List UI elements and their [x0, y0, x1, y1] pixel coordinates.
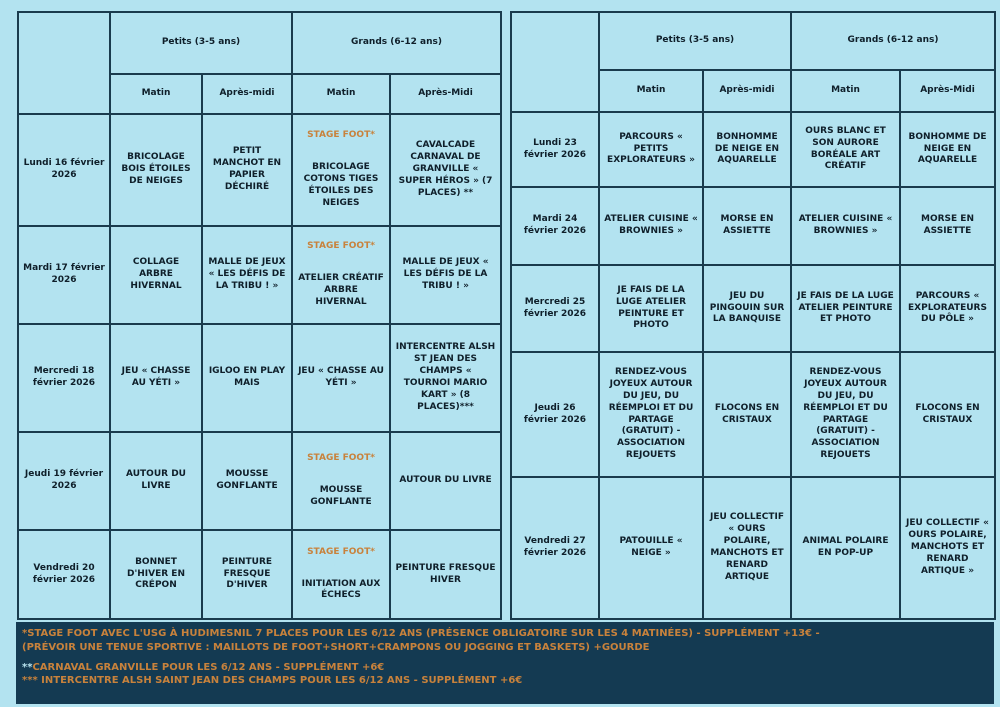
- activity-cell: JEU COLLECTIF « OURS POLAIRE, MANCHOTS ET RENARD ARTIQUE: [703, 477, 791, 619]
- activity-cell: MALLE DE JEUX « LES DÉFIS DE LA TRIBU ! »: [390, 226, 501, 324]
- activity-cell: BONNET D'HIVER EN CRÉPON: [110, 530, 202, 619]
- activity-cell: AUTOUR DU LIVRE: [390, 432, 501, 530]
- sub-apres-midi-grands: Après-Midi: [390, 74, 501, 114]
- day-row: [511, 265, 995, 352]
- activity-cell: AUTOUR DU LIVRE: [110, 432, 202, 530]
- note-carnaval-text: CARNAVAL GRANVILLE POUR LES 6/12 ANS - SUPPLÉMENT +6€: [32, 661, 385, 673]
- activity-cell: JE FAIS DE LA LUGE ATELIER PEINTURE ET PHOTO: [599, 265, 703, 352]
- day-label: Mardi 24 février 2026: [511, 187, 599, 265]
- note-stars: **: [22, 661, 33, 673]
- note-tenue: (PRÉVOIR UNE TENUE SPORTIVE : MAILLOTS DE FOOT+SHORT+CRAMPONS OU JOGGING ET BASKETS) +GOURDE: [22, 641, 650, 653]
- day-row: [511, 112, 995, 187]
- activity-cell: PARCOURS « EXPLORATEURS DU PÔLE »: [900, 265, 995, 352]
- header-petits: Petits (3-5 ans): [599, 12, 791, 70]
- day-label: Mercredi 18 février 2026: [18, 324, 110, 432]
- stage-foot-tag: STAGE FOOT*: [307, 546, 375, 557]
- schedule-week-1: [17, 11, 502, 620]
- activity-cell: MALLE DE JEUX « LES DÉFIS DE LA TRIBU ! »: [202, 226, 292, 324]
- day-label: Jeudi 26 février 2026: [511, 352, 599, 477]
- activity-cell-foot: [292, 530, 390, 619]
- day-row: [511, 477, 995, 619]
- activity-cell: BONHOMME DE NEIGE EN AQUARELLE: [703, 112, 791, 187]
- note-intercentre: [22, 674, 988, 688]
- corner-cell: [511, 12, 599, 112]
- sub-matin-petits: Matin: [110, 74, 202, 114]
- activity-cell: BRICOLAGE BOIS ÉTOILES DE NEIGES: [110, 114, 202, 226]
- activity-cell: MOUSSE GONFLANTE: [202, 432, 292, 530]
- activity-cell: IGLOO EN PLAY MAIS: [202, 324, 292, 432]
- day-label: Vendredi 20 février 2026: [18, 530, 110, 619]
- activity-cell-foot: [292, 226, 390, 324]
- header-petits: Petits (3-5 ans): [110, 12, 292, 74]
- header-grands: Grands (6-12 ans): [292, 12, 501, 74]
- day-row: [18, 432, 501, 530]
- activity-cell-foot: [292, 114, 390, 226]
- activity-text: INITIATION AUX ÉCHECS: [301, 578, 381, 601]
- activity-cell: RENDEZ-VOUS JOYEUX AUTOUR DU JEU, DU RÉEMPLOI ET DU PARTAGE (GRATUIT) - ASSOCIATION REJOUETS: [791, 352, 900, 477]
- note-carnaval: [22, 661, 988, 675]
- day-label: Lundi 16 février 2026: [18, 114, 110, 226]
- day-label: Jeudi 19 février 2026: [18, 432, 110, 530]
- activity-cell: JEU « CHASSE AU YÉTI »: [292, 324, 390, 432]
- activity-cell: PETIT MANCHOT EN PAPIER DÉCHIRÉ: [202, 114, 292, 226]
- header-grands: Grands (6-12 ans): [791, 12, 995, 70]
- day-row: [511, 352, 995, 477]
- note-stage-foot: *STAGE FOOT AVEC L'USG À HUDIMESNIL 7 PLACES POUR LES 6/12 ANS (PRÉSENCE OBLIGATOIRE SUR LES 4 MATINÉES) - SUPPLÉMENT +13€ -: [22, 628, 820, 639]
- day-row: [18, 226, 501, 324]
- activity-cell: OURS BLANC ET SON AURORE BORÉALE ART CRÉATIF: [791, 112, 900, 187]
- note-intercentre-text: INTERCENTRE ALSH SAINT JEAN DES CHAMPS POUR LES 6/12 ANS - SUPPLÉMENT +6€: [37, 675, 523, 687]
- stage-foot-tag: STAGE FOOT*: [307, 241, 375, 252]
- activity-cell: PARCOURS « PETITS EXPLORATEURS »: [599, 112, 703, 187]
- sub-matin-grands: Matin: [292, 74, 390, 114]
- activity-cell: FLOCONS EN CRISTAUX: [703, 352, 791, 477]
- notes-banner: [16, 622, 994, 704]
- sub-matin-grands: Matin: [791, 70, 900, 112]
- activity-cell: JE FAIS DE LA LUGE ATELIER PEINTURE ET PHOTO: [791, 265, 900, 352]
- activity-cell: JEU COLLECTIF « OURS POLAIRE, MANCHOTS ET RENARD ARTIQUE »: [900, 477, 995, 619]
- activity-cell: MORSE EN ASSIETTE: [900, 187, 995, 265]
- activity-cell-special: INTERCENTRE ALSH ST JEAN DES CHAMPS « TOURNOI MARIO KART » (8 PLACES)***: [390, 324, 501, 432]
- activity-cell: PEINTURE FRESQUE D'HIVER: [202, 530, 292, 619]
- activity-cell: JEU « CHASSE AU YÉTI »: [110, 324, 202, 432]
- day-label: Vendredi 27 février 2026: [511, 477, 599, 619]
- schedule-week-2: [510, 11, 996, 620]
- activity-cell: PATOUILLE « NEIGE »: [599, 477, 703, 619]
- stage-foot-tag: STAGE FOOT*: [307, 453, 375, 464]
- corner-cell: [18, 12, 110, 114]
- day-row: [18, 324, 501, 432]
- sub-apres-midi-grands: Après-Midi: [900, 70, 995, 112]
- note-stars: ***: [22, 675, 38, 687]
- activity-cell: JEU DU PINGOUIN SUR LA BANQUISE: [703, 265, 791, 352]
- day-row: [18, 530, 501, 619]
- day-label: Mardi 17 février 2026: [18, 226, 110, 324]
- activity-text: MOUSSE GONFLANTE: [310, 485, 372, 507]
- day-label: Lundi 23 février 2026: [511, 112, 599, 187]
- day-row: [511, 187, 995, 265]
- activity-cell: MORSE EN ASSIETTE: [703, 187, 791, 265]
- activity-text: ATELIER CRÉATIF ARBRE HIVERNAL: [298, 273, 384, 307]
- activity-text: BRICOLAGE COTONS TIGES ÉTOILES DES NEIGES: [303, 162, 379, 208]
- sub-apres-midi-petits: Après-midi: [202, 74, 292, 114]
- activity-cell: COLLAGE ARBRE HIVERNAL: [110, 226, 202, 324]
- day-label: Mercredi 25 février 2026: [511, 265, 599, 352]
- sub-apres-midi-petits: Après-midi: [703, 70, 791, 112]
- stage-foot-tag: STAGE FOOT*: [307, 130, 375, 141]
- activity-cell: FLOCONS EN CRISTAUX: [900, 352, 995, 477]
- activity-cell-foot: [292, 432, 390, 530]
- sub-matin-petits: Matin: [599, 70, 703, 112]
- activity-cell: RENDEZ-VOUS JOYEUX AUTOUR DU JEU, DU RÉEMPLOI ET DU PARTAGE (GRATUIT) - ASSOCIATION REJOUETS: [599, 352, 703, 477]
- activity-cell: ANIMAL POLAIRE EN POP-UP: [791, 477, 900, 619]
- activity-cell: PEINTURE FRESQUE HIVER: [390, 530, 501, 619]
- activity-cell-special: CAVALCADE CARNAVAL DE GRANVILLE « SUPER HÉROS » (7 PLACES) **: [390, 114, 501, 226]
- activity-cell: ATELIER CUISINE « BROWNIES »: [791, 187, 900, 265]
- activity-cell: BONHOMME DE NEIGE EN AQUARELLE: [900, 112, 995, 187]
- activity-cell: ATELIER CUISINE « BROWNIES »: [599, 187, 703, 265]
- day-row: [18, 114, 501, 226]
